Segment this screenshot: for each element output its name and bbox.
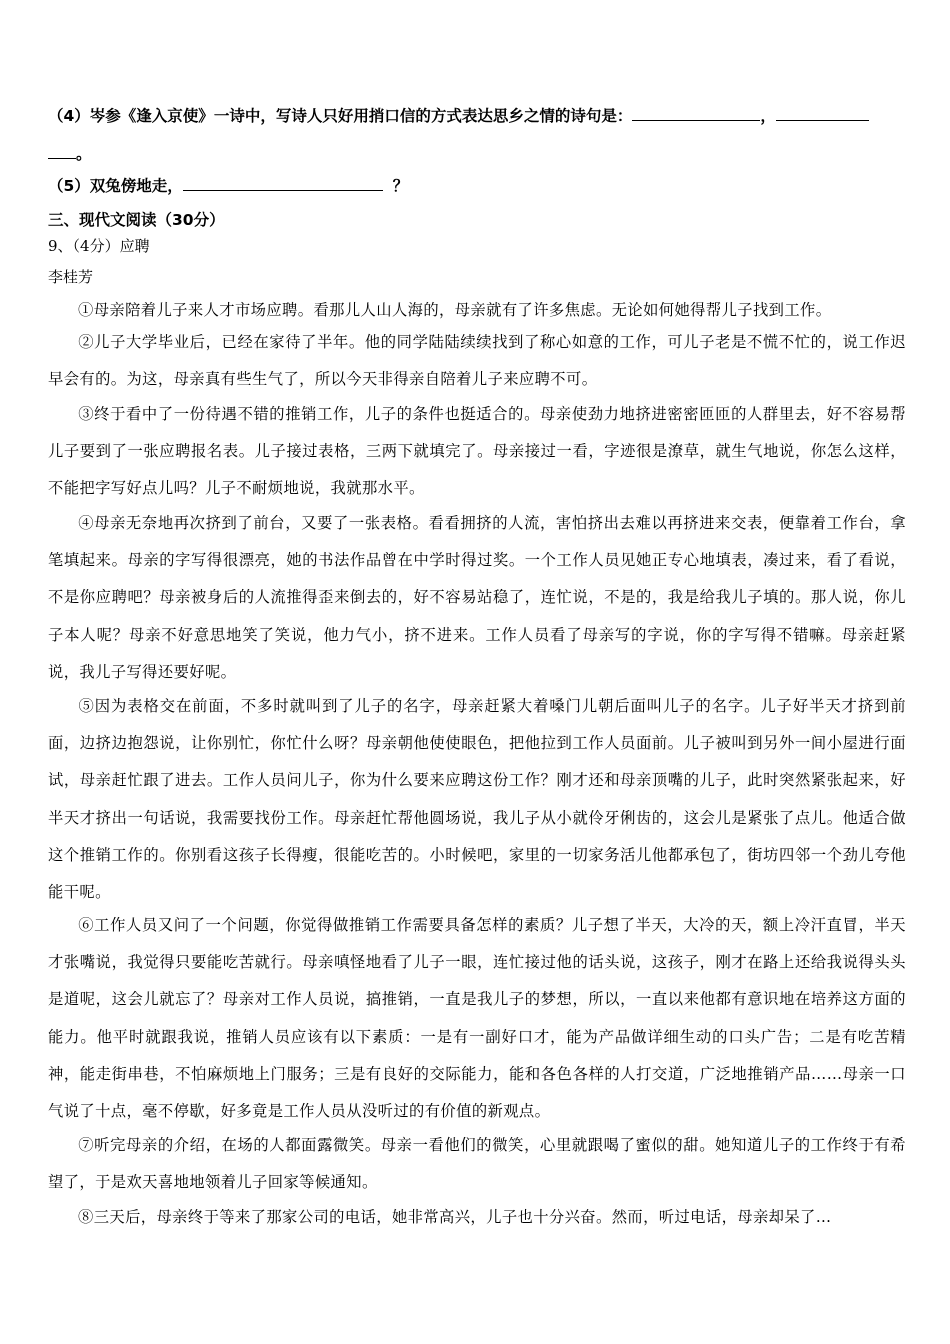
paragraph-2	[48, 324, 906, 398]
paragraph-6	[48, 907, 906, 1130]
answer-blank-2-continued[interactable]	[48, 144, 76, 159]
paragraph-7-text: ⑦听完母亲的介绍，在场的人都面露微笑。母亲一看他们的微笑，心里就跟喝了蜜似的甜。她知道儿子的工作终于有希望了，于是欢天喜地地领着儿子回家等候通知。	[48, 1136, 906, 1192]
question-4-continuation	[48, 142, 910, 164]
answer-blank-1[interactable]	[632, 106, 760, 121]
paragraph-4-text: ④母亲无奈地再次挤到了前台，又要了一张表格。看看拥挤的人流，害怕挤出去难以再挤进来交表，便靠着工作台，拿笔填起来。母亲的字写得很漂亮，她的书法作品曾在中学时得过奖。一个工作人员见她正专心地填表，凑过来，看了看说，不是你应聘吧？母亲被身后的人流推得歪来倒去的，好不容易站稳了，连忙说，不是的，我是给我儿子填的。那人说，你儿子本人呢？母亲不好意思地笑了笑说，他力气小，挤不进来。工作人员看了母亲写的字说，你的字写得不错嘛。母亲赶紧说，我儿子写得还要好呢。	[48, 514, 906, 681]
question-5	[48, 174, 910, 196]
question-4-end: 。	[76, 145, 92, 163]
question-4-comma: ，	[760, 107, 776, 125]
paragraph-2-text: ②儿子大学毕业后，已经在家待了半年。他的同学陆陆续续找到了称心如意的工作，可儿子老是不慌不忙的，说工作迟早会有的。为这，母亲真有些生气了，所以今天非得亲自陪着儿子来应聘不可。	[48, 333, 906, 389]
question-label: 9、（4分）应聘	[48, 237, 150, 255]
paragraph-6-text: ⑥工作人员又问了一个问题，你觉得做推销工作需要具备怎样的素质？儿子想了半天，大冷的天，额上冷汗直冒，半天才张嘴说，我觉得只要能吃苦就行。母亲嗔怪地看了儿子一眼，连忙接过他的话头说，这孩子，刚才在路上还给我说得头头是道呢，这会儿就忘了？母亲对工作人员说，搞推销，一直是我儿子的梦想，所以，一直以来他都有意识地在培养这方面的能力。他平时就跟我说，推销人员应该有以下素质：一是有一副好口才，能为产品做详细生动的口头广告；二是有吃苦精神，能走街串巷，不怕麻烦地上门服务；三是有良好的交际能力，能和各色各样的人打交道，广泛地推销产品……母亲一口气说了十点，毫不停歇，好多竟是工作人员从没听过的有价值的新观点。	[48, 916, 906, 1121]
paragraph-8-text: ⑧三天后，母亲终于等来了那家公司的电话，她非常高兴，儿子也十分兴奋。然而，听过电话，母亲却呆了…	[78, 1208, 832, 1226]
question-4-text: 一诗中，写诗人只好用捎口信的方式表达思乡之情的诗句是：	[213, 107, 633, 125]
paragraph-1-text: ①母亲陪着儿子来人才市场应聘。看那儿人山人海的，母亲就有了许多焦虑。无论如何她得帮儿子找到工作。	[78, 301, 832, 319]
section-heading: 三、现代文阅读（30分）	[48, 211, 225, 229]
article-author: 李桂芳	[48, 268, 94, 286]
question-4-prefix: （4）岑参	[48, 107, 121, 125]
poem-title: 《逢入京使》	[120, 107, 214, 125]
answer-blank-2[interactable]	[776, 106, 869, 121]
question-4	[48, 104, 910, 126]
paragraph-3	[48, 396, 906, 508]
paragraph-8	[48, 1199, 906, 1236]
paragraph-4	[48, 505, 906, 691]
paragraph-7	[48, 1127, 906, 1201]
question-5-text: （5）双兔傍地走，	[48, 177, 183, 195]
paragraph-3-text: ③终于看中了一份待遇不错的推销工作，儿子的条件也挺适合的。母亲使劲力地挤进密密匝匝的人群里去，好不容易帮儿子要到了一张应聘报名表。儿子接过表格，三两下就填完了。母亲接过一看，字迹很是潦草，就生气地说，你怎么这样，不能把字写好点儿吗？儿子不耐烦地说，我就那水平。	[48, 405, 906, 498]
question-5-end: ？	[392, 177, 409, 195]
answer-blank-3[interactable]	[183, 176, 383, 191]
paragraph-5	[48, 688, 906, 911]
paragraph-5-text: ⑤因为表格交在前面，不多时就叫到了儿子的名字，母亲赶紧大着嗓门儿朝后面叫儿子的名字。儿子好半天才挤到前面，边挤边抱怨说，让你别忙，你忙什么呀？母亲朝他使使眼色，把他拉到工作人员面前。儿子被叫到另外一间小屋进行面试，母亲赶忙跟了进去。工作人员问儿子，你为什么要来应聘这份工作？刚才还和母亲顶嘴的儿子，此时突然紧张起来，好半天才挤出一句话说，我需要找份工作。母亲赶忙帮他圆场说，我儿子从小就伶牙俐齿的，这会儿是紧张了点儿。他适合做这个推销工作的。你别看这孩子长得瘦，很能吃苦的。小时候吧，家里的一切家务活儿他都承包了，街坊四邻一个劲儿夸他能干呢。	[48, 697, 906, 902]
